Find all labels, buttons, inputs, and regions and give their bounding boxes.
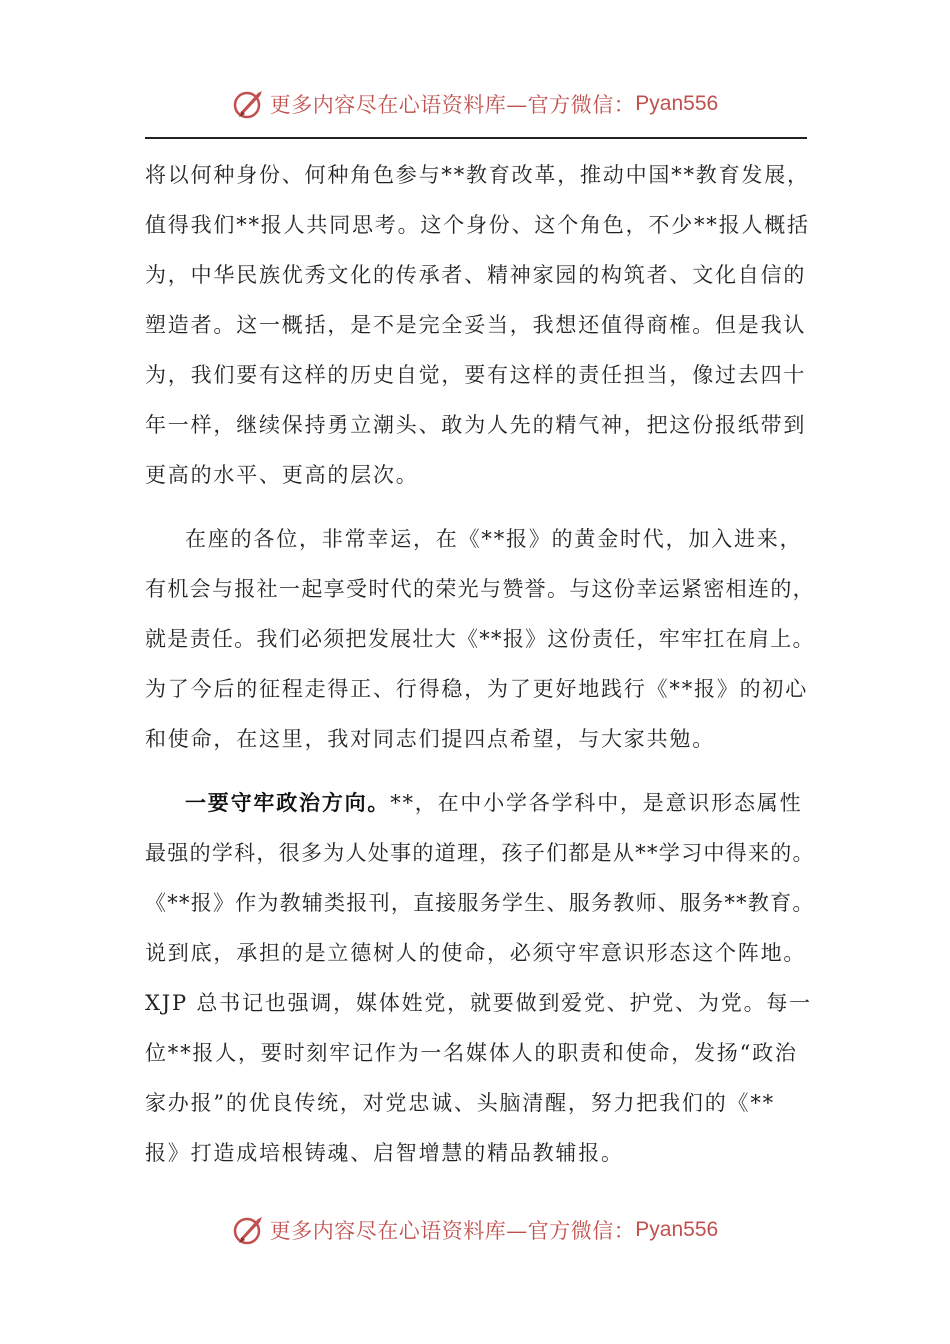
paragraph-line: 在座的各位，非常幸运，在《**报》的黄金时代，加入进来， [185, 527, 803, 551]
paragraph-line: 家办报”的优良传统，对党忠诚、头脑清醒，努力把我们的《** [145, 1091, 775, 1115]
footer-banner-text: 更多内容尽在心语资料库—官方微信： [269, 1219, 636, 1243]
paragraph-line: 最强的学科，很多为人处事的道理，孩子们都是从**学习中得来的。 [145, 841, 815, 865]
paragraph-line: 《**报》作为教辅类报刊，直接服务学生、服务教师、服务**教育。 [145, 891, 815, 915]
paragraph-line: 将以何种身份、何种角色参与**教育改革，推动中国**教育发展， [145, 163, 810, 187]
paragraph-line: 报》打造成培根铸魂、启智增慧的精品教辅报。 [145, 1141, 624, 1165]
header-divider [145, 137, 807, 139]
footer-wechat-id: Pyan556 [635, 1218, 719, 1241]
quill-pen-logo-icon [232, 87, 266, 121]
paragraph-line: 塑造者。这一概括，是不是完全妥当，我想还值得商榷。但是我认 [145, 313, 807, 337]
paragraph-line: 更高的水平、更高的层次。 [145, 463, 419, 487]
paragraph-1 [145, 150, 815, 500]
footer-banner [0, 1210, 950, 1250]
paragraph-line: 和使命，在这里，我对同志们提四点希望，与大家共勉。 [145, 727, 715, 751]
paragraph-line: 值得我们**报人共同思考。这个身份、这个角色，不少**报人概括 [145, 213, 810, 237]
paragraph-line: 为，我们要有这样的历史自觉，要有这样的责任担当，像过去四十 [145, 363, 807, 387]
paragraph-line-rest: **，在中小学各学科中，是意识形态属性 [390, 791, 803, 815]
header-banner [0, 84, 950, 124]
paragraph-line: 有机会与报社一起享受时代的荣光与赞誉。与这份幸运紧密相连的， [145, 577, 815, 601]
paragraph-line: 位**报人，要时刻牢记作为一名媒体人的职责和使命，发扬“政治 [145, 1041, 798, 1065]
header-wechat-id: Pyan556 [635, 92, 719, 115]
section-heading: 一要守牢政治方向。 [185, 790, 391, 815]
paragraph-first-line [145, 778, 815, 828]
document-body [145, 150, 815, 1192]
paragraph-line: XJP 总书记也强调，媒体姓党，就要做到爱党、护党、为党。每一 [145, 991, 812, 1015]
paragraph-line: 说到底，承担的是立德树人的使命，必须守牢意识形态这个阵地。 [145, 941, 807, 965]
quill-pen-logo-icon [232, 1213, 266, 1247]
header-banner-text: 更多内容尽在心语资料库—官方微信： [269, 93, 636, 117]
paragraph-2 [145, 514, 815, 764]
paragraph-line: 就是责任。我们必须把发展壮大《**报》这份责任，牢牢扛在肩上。 [145, 627, 815, 651]
paragraph-line: 为了今后的征程走得正、行得稳，为了更好地践行《**报》的初心 [145, 677, 808, 701]
paragraph-3 [145, 778, 815, 1178]
paragraph-line: 年一样，继续保持勇立潮头、敢为人先的精气神，把这份报纸带到 [145, 413, 807, 437]
paragraph-line: 为，中华民族优秀文化的传承者、精神家园的构筑者、文化自信的 [145, 263, 807, 287]
